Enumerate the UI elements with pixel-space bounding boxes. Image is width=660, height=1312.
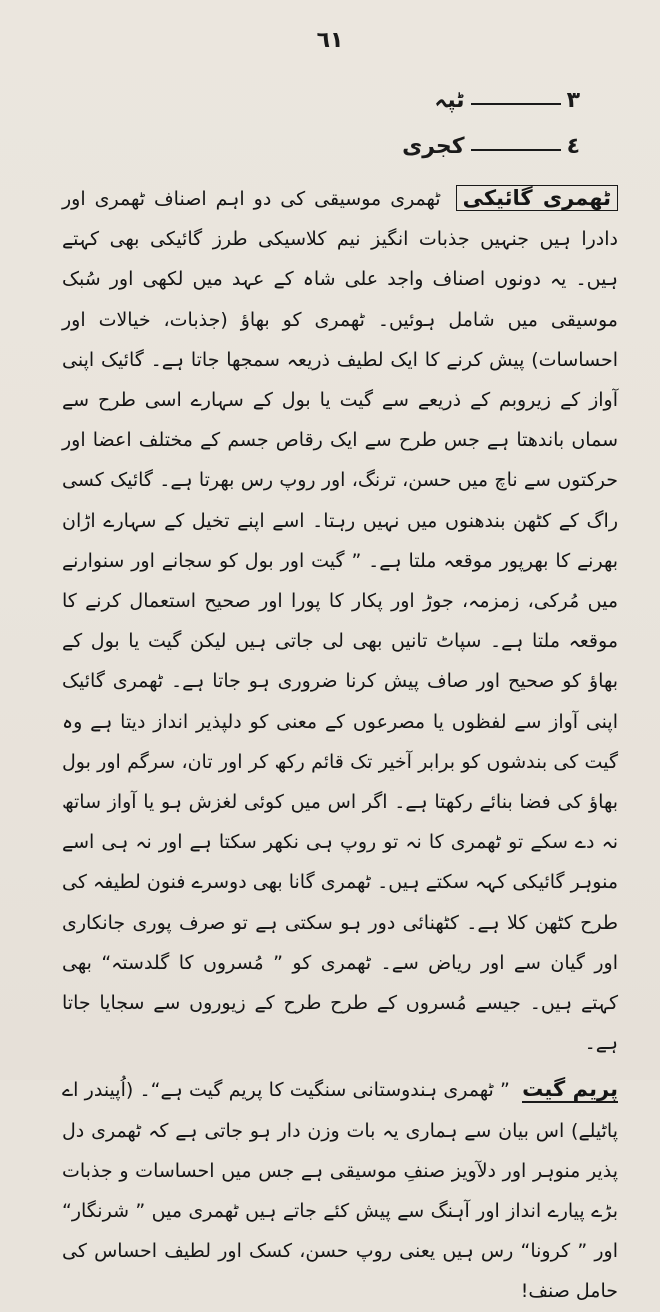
list-item-number: ٣: [566, 88, 580, 113]
list-item-label: ٹپہ: [434, 88, 465, 113]
paragraph-text: ” ٹھمری ہندوستانی سنگیت کا پریم گیت ہے“۔ (اُپیندر اے پاٹیلے) اس بیان سے ہماری یہ بات وزن دار ہو جاتی ہے کہ ٹھمری دل پذیر منوہر اور دلآویز صنفِ موسیقی ہے جس میں احساسات و جذبات بڑے پیارے انداز اور آہنگ سے پیش کئے جاتے ہیں ٹھمری میں ” شرنگار“ اور ” کرونا“ رس ہیں یعنی روپ حسن، کسک اور لطیف احساس کی حامل صنف!: [62, 1079, 618, 1303]
paragraph-text: ٹھمری موسیقی کی دو اہم اصناف ٹھمری اور دادرا ہیں جنہیں جذبات انگیز نیم کلاسیکی طرز گائیکی بھی کہتے ہیں۔ یہ دونوں اصناف واجد علی شاہ کے عہد میں لکھی اور سُبک موسیقی میں شامل ہوئیں۔ ٹھمری کو بھاؤ (جذبات، خیالات اور احساسات) پیش کرنے کا ایک لطیف ذریعہ سمجھا جاتا ہے۔ گائیک اپنی آواز کے زیروبم کے ذریعے سے گیت یا بول کے سہارے اسی طرح سے سماں باندھتا ہے جس طرح سے ایک رقاص جسم کے مختلف اعضا اور حرکتوں سے ناچ میں حسن، ترنگ، اور روپ رس بھرتا ہے۔ گائیک کسی راگ کے کٹھن بندھنوں میں نہیں رہتا۔ اسے اپنے تخیل کے سہارے اڑان بھرنے کا بھرپور موقعہ ملتا ہے۔ ” گیت اور بول کو سجانے اور سنوارنے میں مُرکی، زمزمہ، جوڑ اور پکار کا پورا اور صحیح استعمال کرنے کا موقعہ ملتا ہے۔ سپاٹ تانیں بھی لی جاتی ہیں لیکن گیت یا بول کے بھاؤ کو صحیح اور صاف پیش کرنا ضروری ہو جاتا ہے۔ ٹھمری گائیک اپنی آواز سے لفظوں یا مصرعوں کے معنی کو دلپذیر انداز دیتا ہے وہ گیت کی بندشوں کو برابر آخیر تک قائم رکھ کر اور تان، سرگم اور بول بھاؤ کی فضا بنائے رکھتا ہے۔ اگر اس میں کوئی لغزش ہو یا آواز ساتھ نہ دے سکے تو ٹھمری کا نہ تو روپ ہی نکھر سکتا ہے اور نہ ہی اسے منوہر گائیکی کہہ سکتے ہیں۔ ٹھمری گانا بھی دوسرے فنون لطیفہ کی طرح کٹھن کلا ہے۔ کٹھنائی دور ہو سکتی ہے تو صرف پوری جانکاری اور گیان سے اور ریاض سے۔ ٹھمری کو ” مُسروں کا گلدستہ“ بھی کہتے ہیں۔ جیسے مُسروں کے طرح طرح کے زیوروں سے سجایا جاتا ہے۔: [62, 188, 618, 1055]
page-number: ٦١: [316, 28, 344, 53]
list-item-rule: [471, 103, 561, 105]
list-item: [402, 134, 580, 159]
section-heading-thumri-gayaki: ٹھمری گائیکی: [456, 185, 618, 211]
list-item-rule: [471, 149, 561, 151]
body-text: [62, 178, 618, 1312]
list-item-label: کجری: [402, 134, 465, 159]
section-heading-prem-geet: پریم گیت: [522, 1077, 618, 1102]
list-item: [434, 88, 580, 113]
paragraph-prem-geet: [62, 1069, 618, 1311]
paragraph-thumri-gayaki: [62, 178, 618, 1063]
list-item-number: ٤: [566, 134, 580, 159]
